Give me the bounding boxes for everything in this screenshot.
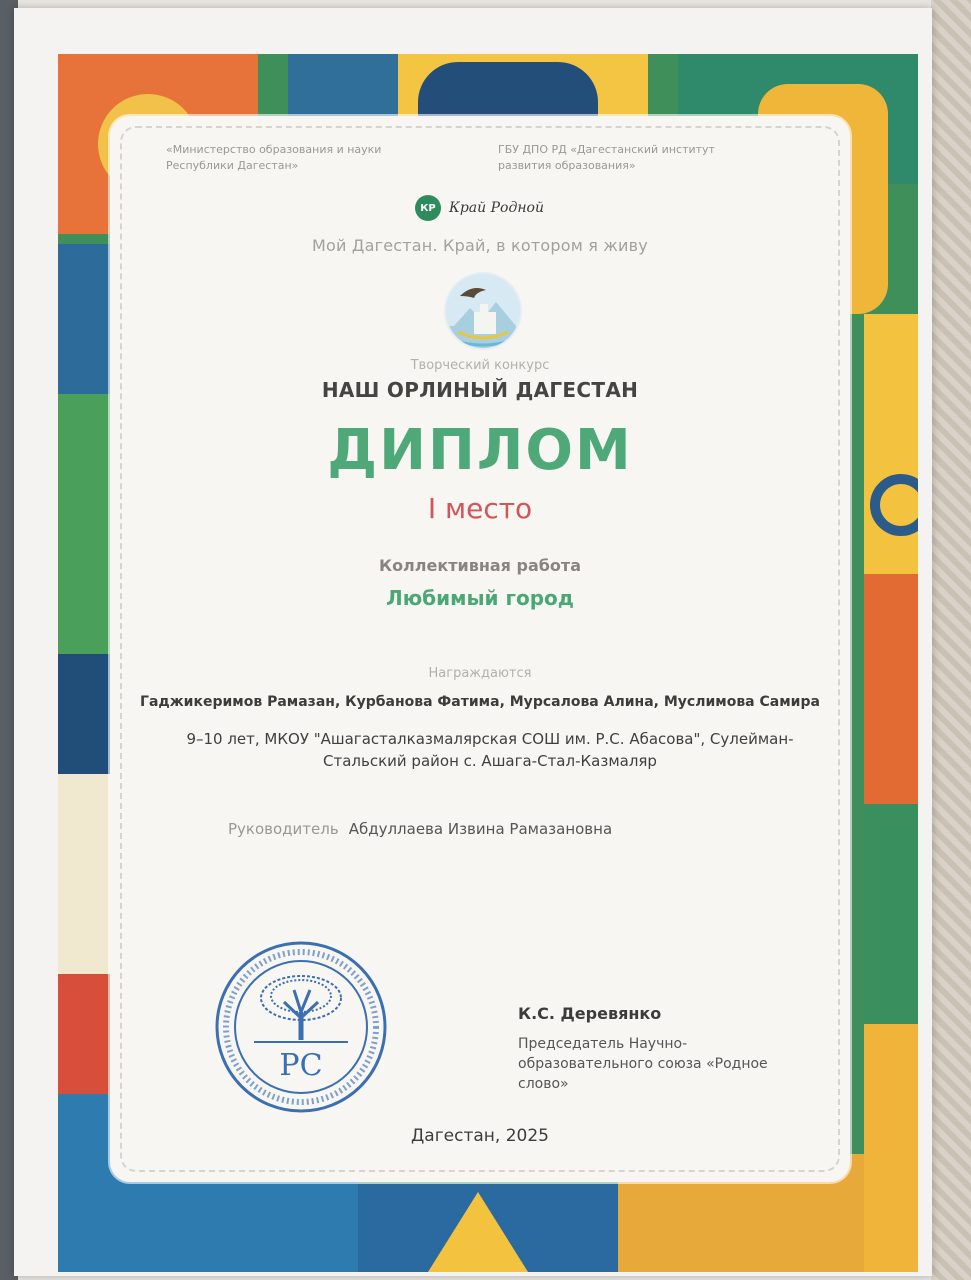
seal-letters: РС bbox=[279, 1048, 323, 1083]
brand-badge-icon: КР bbox=[415, 195, 441, 221]
frame-shape-scissors bbox=[864, 314, 918, 574]
frame-shape-yellow-right bbox=[864, 1024, 918, 1272]
signatory-role: Председатель Научно-образовательного союза «Родное слово» bbox=[518, 1036, 768, 1092]
leader-label: Руководитель bbox=[228, 820, 339, 838]
awarded-names: Гаджикеримов Рамазан, Курбанова Фатима, Мурсалова Алина, Муслимова Самира bbox=[140, 694, 820, 710]
brand-logo bbox=[415, 194, 544, 222]
leader-row bbox=[228, 820, 612, 838]
work-title: Любимый город bbox=[386, 586, 574, 610]
place-label: I место bbox=[427, 492, 533, 525]
diploma-title: ДИПЛОМ bbox=[327, 418, 633, 483]
diploma-card bbox=[110, 116, 850, 1182]
brand-name: Край Родной bbox=[449, 200, 544, 216]
leader-name: Абдуллаева Извина Рамазановна bbox=[348, 820, 613, 838]
background-tablecloth bbox=[931, 0, 971, 1280]
frame-shape-star bbox=[428, 1192, 528, 1272]
organizer-left: «Министерство образования и науки Республики Дагестан» bbox=[166, 143, 382, 172]
contest-label: Творческий конкурс bbox=[410, 358, 550, 373]
frame-shape-orange-right bbox=[864, 574, 918, 804]
organization-seal-icon bbox=[214, 940, 388, 1114]
subtitle: Мой Дагестан. Край, в котором я живу bbox=[312, 236, 648, 255]
footer-place-year: Дагестан, 2025 bbox=[411, 1126, 549, 1146]
awarded-label: Награждаются bbox=[428, 666, 532, 681]
signatory-name: К.С. Деревянко bbox=[518, 1004, 662, 1023]
organizer-right: ГБУ ДПО РД «Дагестанский институт развития образования» bbox=[498, 143, 715, 172]
eagle-emblem-icon bbox=[446, 274, 520, 348]
frame-shape-blue bbox=[288, 54, 408, 124]
awarded-details: 9–10 лет, МКОУ "Ашагасталказмалярская СОШ им. Р.С. Абасова", Сулейман-Стальский район с. Ашага-Стал-Казмаляр bbox=[186, 730, 794, 770]
contest-name: НАШ ОРЛИНЫЙ ДАГЕСТАН bbox=[321, 378, 639, 402]
work-type: Коллективная работа bbox=[378, 556, 581, 575]
frame-shape-green-right bbox=[864, 804, 918, 1024]
